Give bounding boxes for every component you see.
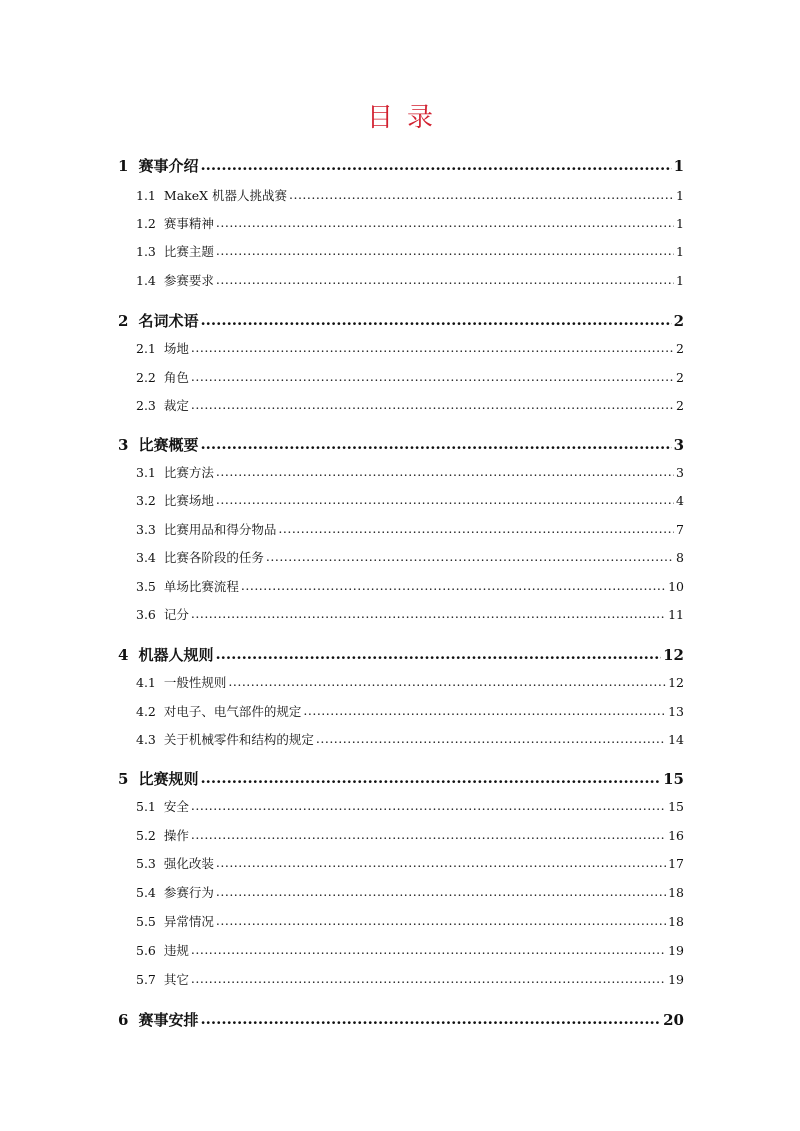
toc-page-number: 2 [676,341,684,356]
dot-leader [278,518,674,540]
toc-number: 2.1 [136,341,156,356]
toc-title: 对电子、电气部件的规定 [163,704,302,719]
toc-number: 5.1 [136,799,156,814]
toc-page-number: 2 [673,312,684,330]
dot-leader [191,968,666,990]
toc-title: 比赛各阶段的任务 [163,550,264,565]
toc-page-number: 2 [676,370,684,385]
dot-leader [215,643,661,665]
toc-page-number: 8 [676,550,684,565]
toc-page-number: 10 [668,579,684,594]
toc-entry[interactable] [136,911,684,933]
toc-title: 比赛用品和得分物品 [163,522,277,537]
toc-page-number: 18 [668,914,684,929]
toc-title: 赛事介绍 [138,157,199,175]
dot-leader [200,1008,661,1030]
toc-entry[interactable] [136,853,684,875]
dot-leader [216,881,666,903]
dot-leader [200,767,661,789]
toc-number: 4.2 [136,704,156,719]
toc-number: 2.3 [136,398,156,413]
toc-page-number: 12 [668,675,684,690]
toc-page-number: 4 [676,493,684,508]
toc-page-number: 1 [676,188,684,203]
toc-number: 3.2 [136,493,156,508]
toc-page-number: 2 [676,398,684,413]
toc-page-number: 18 [668,885,684,900]
toc-page-number: 14 [668,732,684,747]
toc-page-number: 17 [668,856,684,871]
toc-entry[interactable] [118,768,684,790]
toc-number: 3.6 [136,607,156,622]
toc-number: 1 [118,157,129,175]
toc-page-number: 16 [668,828,684,843]
toc-number: 1.4 [136,273,156,288]
toc-entry[interactable] [136,185,684,207]
toc-title: 违规 [163,943,189,958]
toc-page-number: 1 [673,157,684,175]
toc-entry[interactable] [136,825,684,847]
toc-page-number: 1 [676,273,684,288]
dot-leader [216,489,674,511]
dot-leader [191,366,674,388]
toc-page-number: 15 [668,799,684,814]
toc-title: 异常情况 [163,914,214,929]
toc-entry[interactable] [136,729,684,751]
dot-leader [216,852,666,874]
toc-page-number: 3 [676,465,684,480]
toc-number: 4.1 [136,675,156,690]
toc-number: 5.3 [136,856,156,871]
toc-title: 比赛规则 [138,770,199,788]
toc-title: 比赛方法 [163,465,214,480]
toc-entry[interactable] [136,604,684,626]
toc-number: 3 [118,436,129,454]
toc-page-number: 20 [663,1011,684,1029]
toc-number: 5.6 [136,943,156,958]
toc-title: 赛事精神 [163,216,214,231]
toc-title: 操作 [163,828,189,843]
toc-entry[interactable] [118,644,684,666]
toc-number: 2 [118,312,129,330]
toc-entry[interactable] [136,701,684,723]
toc-number: 5 [118,770,129,788]
toc-title: 比赛主题 [163,244,214,259]
toc-title: 记分 [163,607,189,622]
toc-entry[interactable] [136,519,684,541]
dot-leader [266,546,674,568]
toc-page-number: 11 [668,607,684,622]
toc-number: 3.4 [136,550,156,565]
toc-entry[interactable] [118,155,684,177]
dot-leader [303,700,666,722]
toc-title: 比赛概要 [138,436,199,454]
toc-entry[interactable] [136,241,684,263]
toc-title: 参赛行为 [163,885,214,900]
page-title: 目录 [366,103,447,133]
toc-entry[interactable] [136,462,684,484]
dot-leader [191,603,666,625]
dot-leader [316,728,666,750]
dot-leader [216,910,666,932]
toc-title: 比赛场地 [163,493,214,508]
toc-number: 5.7 [136,972,156,987]
toc-number: 4 [118,646,129,664]
toc-page-number: 13 [668,704,684,719]
toc-title: MakeX 机器人挑战赛 [163,188,287,203]
toc-title: 关于机械零件和结构的规定 [163,732,314,747]
toc-number: 5.5 [136,914,156,929]
toc-title: 机器人规则 [138,646,214,664]
toc-page-number: 12 [663,646,684,664]
toc-number: 3.1 [136,465,156,480]
toc-title: 名词术语 [138,312,199,330]
toc-page-number: 1 [676,244,684,259]
dot-leader [191,824,666,846]
toc-title: 一般性规则 [163,675,227,690]
toc-entry[interactable] [136,547,684,569]
toc-page-number: 19 [668,972,684,987]
toc-entry[interactable] [136,576,684,598]
toc-number: 3.5 [136,579,156,594]
toc-number: 2.2 [136,370,156,385]
toc-page-number: 19 [668,943,684,958]
toc-number: 5.4 [136,885,156,900]
toc-entry[interactable] [136,338,684,360]
dot-leader [191,939,666,961]
dot-leader [241,575,666,597]
toc-title: 安全 [163,799,189,814]
dot-leader [216,461,674,483]
toc-entry[interactable] [136,367,684,389]
dot-leader [216,212,674,234]
dot-leader [191,337,674,359]
toc-number: 1.3 [136,244,156,259]
toc-number: 5.2 [136,828,156,843]
toc-entry[interactable] [136,796,684,818]
toc-entry[interactable] [136,490,684,512]
toc-entry[interactable] [118,1009,684,1031]
toc-title: 裁定 [163,398,189,413]
toc-entry[interactable] [118,434,684,456]
toc-entry[interactable] [136,940,684,962]
toc-title: 参赛要求 [163,273,214,288]
toc-title: 场地 [163,341,189,356]
toc-page-number: 1 [676,216,684,231]
toc-title: 其它 [163,972,189,987]
dot-leader [191,795,666,817]
dot-leader [191,394,674,416]
dot-leader [228,671,666,693]
toc-page-number: 3 [673,436,684,454]
toc-entry[interactable] [136,270,684,292]
toc-title: 强化改装 [163,856,214,871]
toc-entry[interactable] [118,310,684,332]
dot-leader [289,184,674,206]
toc-title: 单场比赛流程 [163,579,239,594]
toc-number: 1.2 [136,216,156,231]
toc-number: 3.3 [136,522,156,537]
toc-number: 1.1 [136,188,156,203]
dot-leader [200,309,671,331]
toc-entry[interactable] [136,882,684,904]
dot-leader [216,240,674,262]
toc-title: 赛事安排 [138,1011,199,1029]
toc-page-number: 7 [676,522,684,537]
toc-number: 4.3 [136,732,156,747]
toc-entry[interactable] [136,213,684,235]
toc-entry[interactable] [136,672,684,694]
toc-page-number: 15 [663,770,684,788]
toc-entry[interactable] [136,395,684,417]
dot-leader [216,269,674,291]
toc-number: 6 [118,1011,129,1029]
dot-leader [200,433,671,455]
toc-title: 角色 [163,370,189,385]
dot-leader [200,154,671,176]
toc-entry[interactable] [136,969,684,991]
